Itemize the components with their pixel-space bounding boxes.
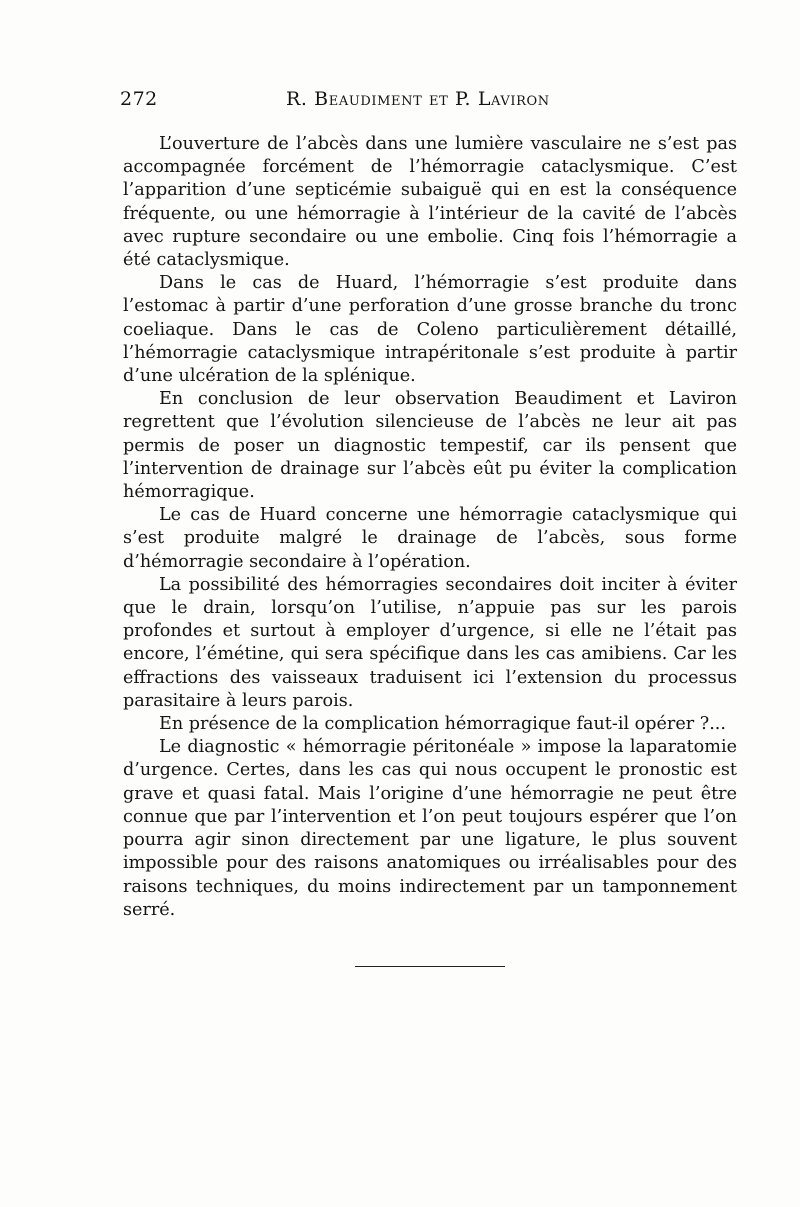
- paragraph-secondary-hemorrhage: La possibilité des hémorragies secondaires doit inciter à éviter que le drain, lorsqu’on l’utilise, n’appuie pas sur les parois profondes et surtout à employer d’urgence, si elle ne l’était pas encore, l’émétine, qui sera spécifique dans les cas amibiens. Car les effractions des vaisseaux traduisent ici l’extension du processus parasitaire à leurs parois.: [123, 574, 737, 711]
- running-head: [120, 88, 737, 116]
- paragraph-vascular-opening: L’ouverture de l’abcès dans une lumière vasculaire ne s’est pas accompagnée forcément de l’hémorragie cataclysmique. C’est l’apparition d’une septicémie subaiguë qui en est la conséquence fréquente, ou une hémorragie à l’intérieur de la cavité de l’abcès avec rupture secondaire ou une embolie. Cinq fois l’hémorragie a été cataclysmique.: [123, 134, 737, 271]
- paragraph-diagnosis: Le diagnostic « hémorragie péritonéale » impose la laparatomie d’urgence. Certes, dans les cas qui nous occupent le pronostic est grave et quasi fatal. Mais l’origine d’une hémorragie ne peut être connue que par l’intervention et l’on peut toujours espérer que l’on pourra agir sinon directement par une ligature, le plus souvent impossible pour des raisons anatomiques ou irréalisables pour des raisons techniques, du moins indirectement par un tamponnement serré.: [123, 737, 737, 920]
- running-title: R. Beaudiment et P. Laviron: [286, 88, 550, 110]
- page-number: 272: [120, 88, 158, 110]
- paragraph-huard-drainage: Le cas de Huard concerne une hémorragie cataclysmique qui s’est produite malgré le drainage de l’abcès, sous forme d’hémorragie secondaire à l’opération.: [123, 505, 737, 572]
- paragraph-question: En présence de la complication hémorragique faut-il opérer ?...: [159, 714, 726, 735]
- body-text: [123, 133, 737, 922]
- paragraph-huard-coleno-cases: Dans le cas de Huard, l’hémorragie s’est produite dans l’estomac à partir d’une perforation d’une grosse branche du tronc coeliaque. Dans le cas de Coleno particulièrement détaillé, l’hémorragie cataclysmique intrapéritonale s’est produite à partir d’une ulcération de la splénique.: [123, 273, 737, 387]
- paragraph-conclusion: En conclusion de leur observation Beaudiment et Laviron regrettent que l’évolution silencieuse de l’abcès ne leur ait pas permis de poser un diagnostic tempestif, car ils pensent que l’intervention de drainage sur l’abcès eût pu éviter la complication hémorragique.: [123, 389, 737, 503]
- section-end-rule: [355, 966, 505, 967]
